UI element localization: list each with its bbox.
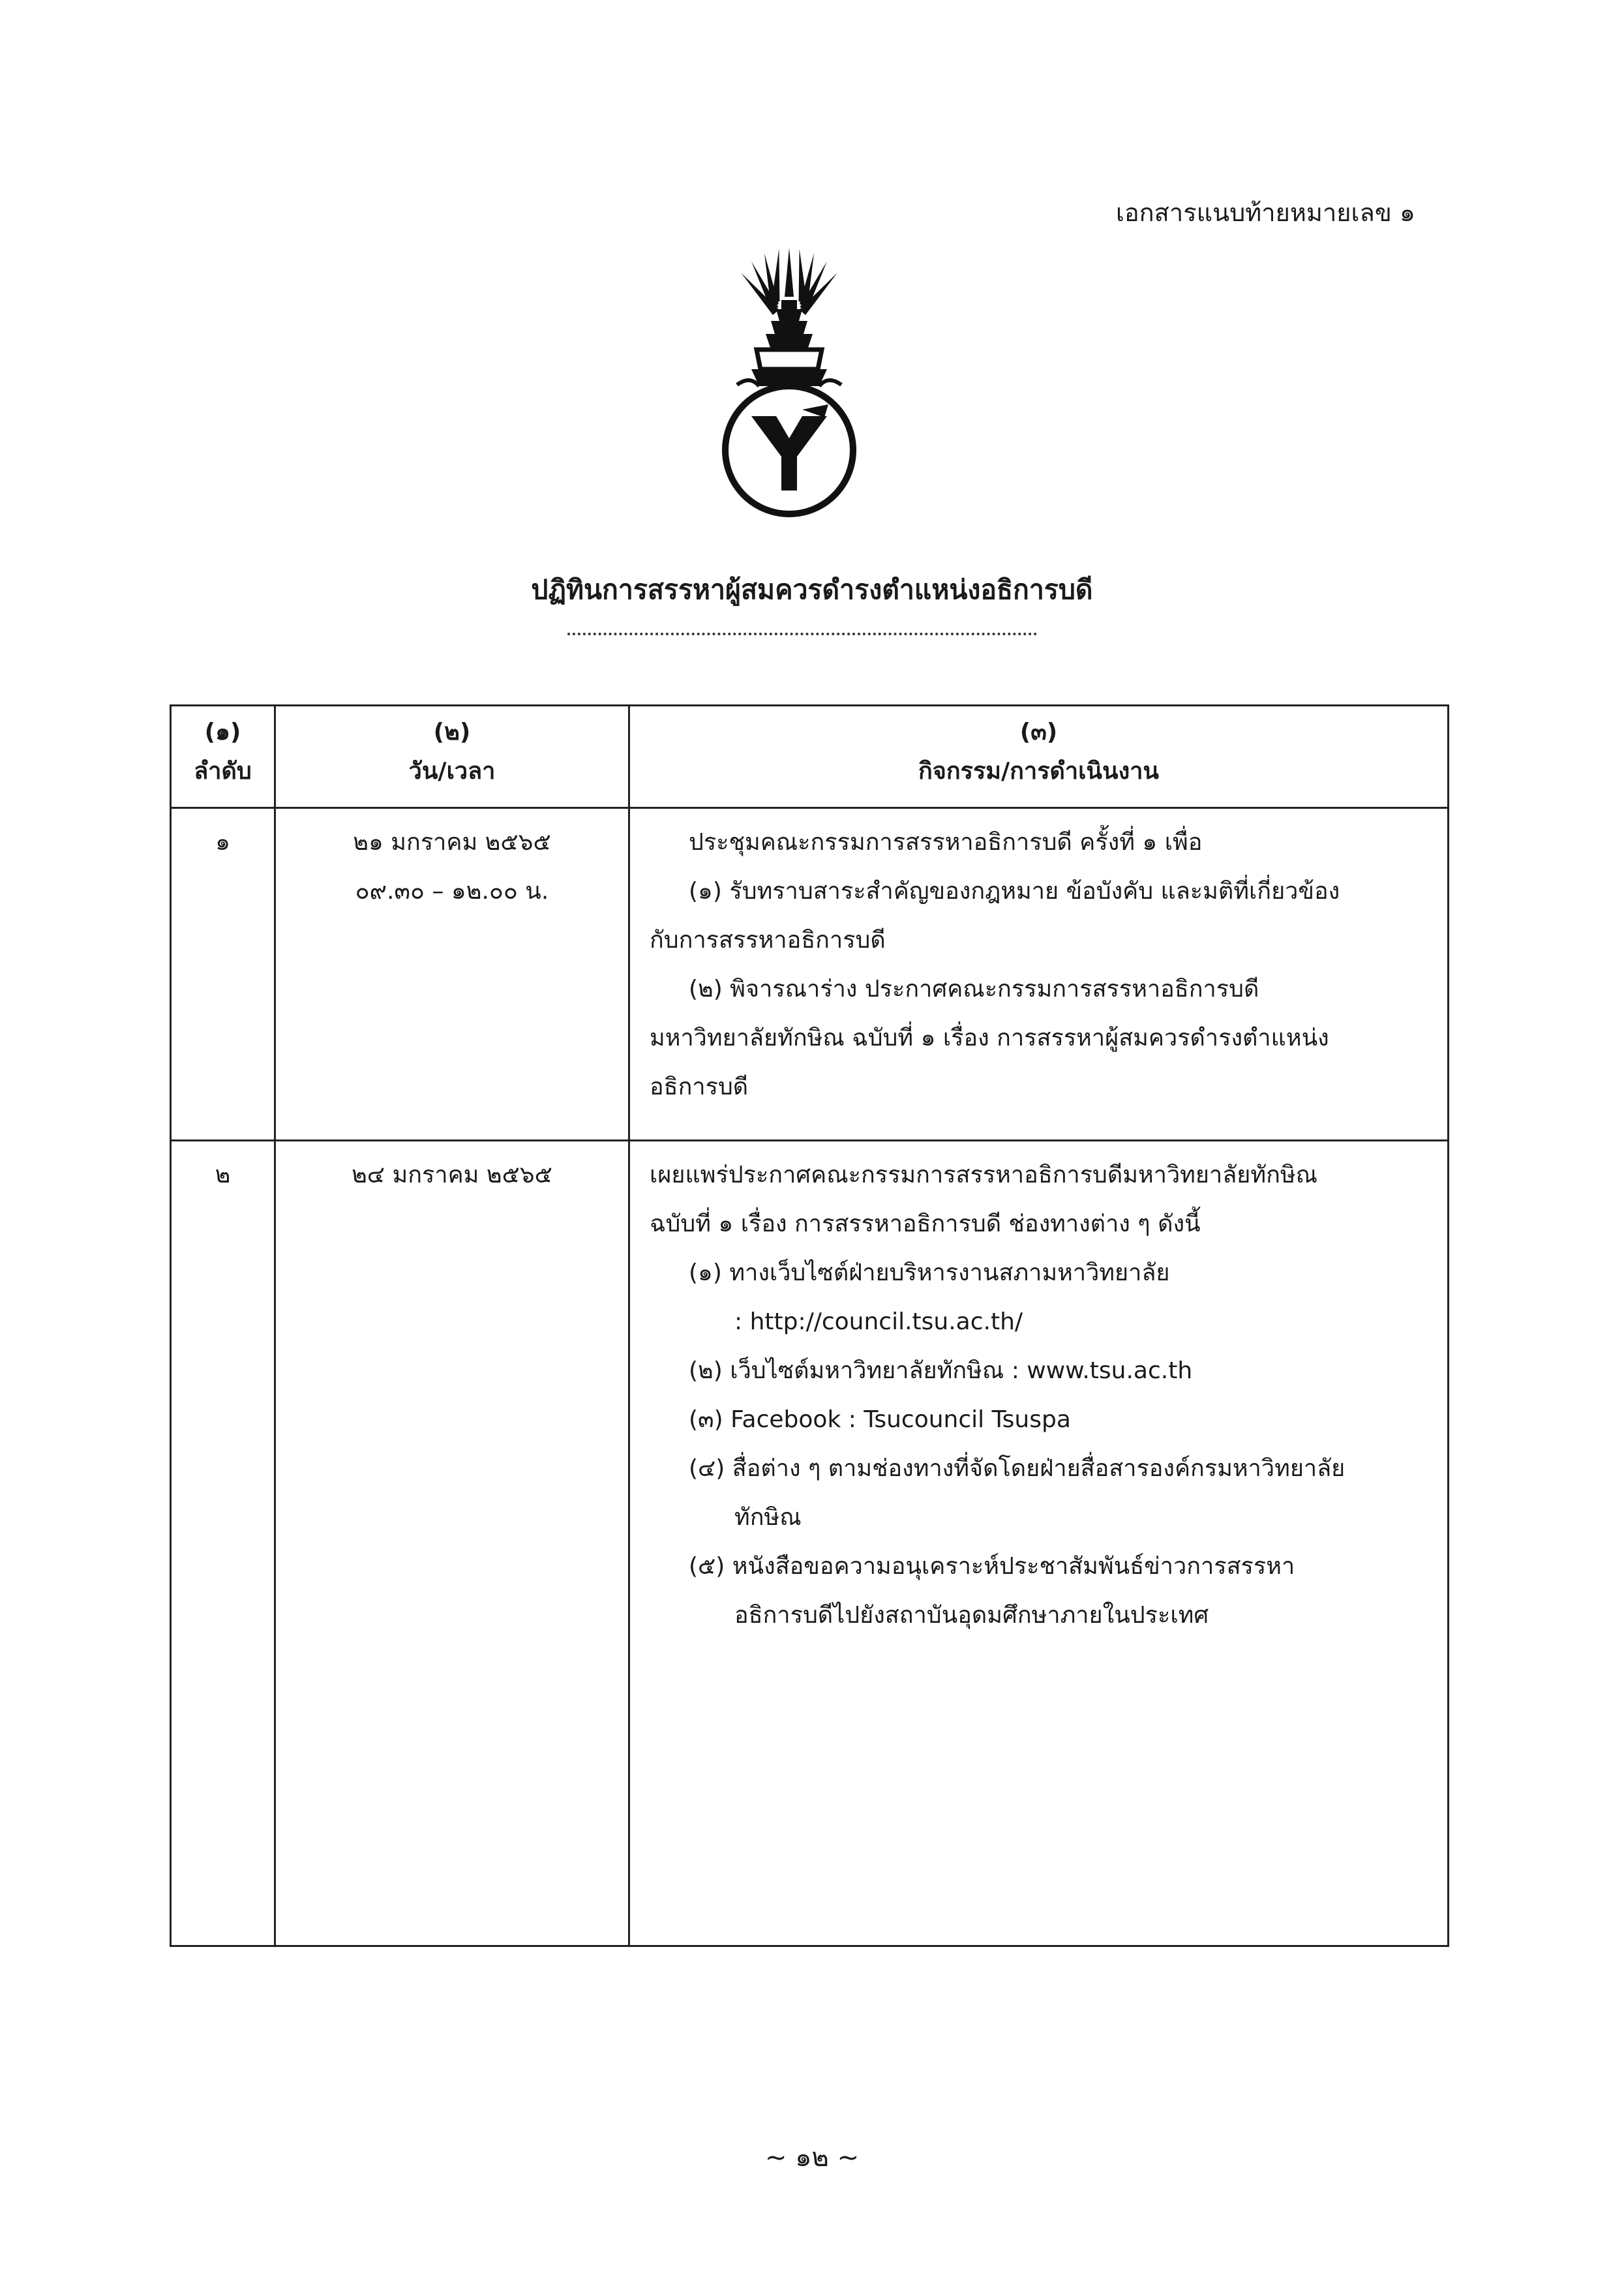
table-row: [171, 808, 1449, 1141]
page-number: ~ ๑๒ ~: [764, 2143, 860, 2173]
row-activity: [629, 808, 1449, 1141]
header-date-label: วัน/เวลา: [408, 758, 496, 785]
row-date: ๒๑ มกราคม ๒๕๖๕: [353, 829, 551, 856]
header-order-label: ลำดับ: [194, 758, 252, 785]
activity-line: (๑) รับทราบสาระสำคัญของกฎหมาย ข้อบังคับ และมติที่เกี่ยวข้อง: [689, 878, 1340, 905]
activity-line: ทักษิณ: [734, 1504, 802, 1531]
activity-line: (๒) พิจารณาร่าง ประกาศคณะกรรมการสรรหาอธิการบดี: [689, 976, 1259, 1003]
activity-line: (๒) เว็บไซต์มหาวิทยาลัยทักษิณ : www.tsu.ac.th: [689, 1357, 1193, 1384]
table-header-row: [171, 706, 1449, 808]
attachment-reference: เอกสารแนบท้ายหมายเลข ๑: [1115, 198, 1415, 227]
row-order: ๑: [171, 808, 275, 1141]
row-time: ๐๙.๓๐ – ๑๒.๐๐ น.: [355, 878, 549, 905]
row-order: ๒: [171, 1141, 275, 1946]
header-order-number: (๑): [204, 719, 241, 746]
activity-line: อธิการบดี: [650, 1074, 749, 1100]
university-seal-icon: [691, 235, 887, 528]
header-activity: [629, 706, 1449, 808]
activity-line: อธิการบดีไปยังสถาบันอุดมศึกษาภายในประเทศ: [734, 1602, 1209, 1629]
activity-line: มหาวิทยาลัยทักษิณ ฉบับที่ ๑ เรื่อง การสรรหาผู้สมควรดำรงตำแหน่ง: [650, 1025, 1329, 1051]
header-order: [171, 706, 275, 808]
document-title: ปฏิทินการสรรหาผู้สมควรดำรงตำแหน่งอธิการบดี: [531, 574, 1093, 605]
header-date: [275, 706, 629, 808]
row-datetime: [275, 1141, 629, 1946]
header-date-number: (๒): [433, 719, 471, 746]
activity-line: (๑) ทางเว็บไซต์ฝ่ายบริหารงานสภามหาวิทยาลัย: [689, 1259, 1170, 1286]
schedule-table: [170, 704, 1449, 1947]
activity-line: ประชุมคณะกรรมการสรรหาอธิการบดี ครั้งที่ ๑ เพื่อ: [689, 829, 1203, 856]
activity-line: (๕) หนังสือขอความอนุเคราะห์ประชาสัมพันธ์ข่าวการสรรหา: [689, 1553, 1295, 1580]
row-date: ๒๔ มกราคม ๒๕๖๕: [352, 1162, 552, 1188]
row-activity: [629, 1141, 1449, 1946]
activity-line: : http://council.tsu.ac.th/: [734, 1308, 1023, 1335]
header-activity-label: กิจกรรม/การดำเนินงาน: [918, 758, 1160, 785]
activity-line: เผยแพร่ประกาศคณะกรรมการสรรหาอธิการบดีมหาวิทยาลัยทักษิณ: [650, 1162, 1318, 1188]
table-row: [171, 1141, 1449, 1946]
header-activity-number: (๓): [1019, 719, 1058, 746]
activity-line: (๔) สื่อต่าง ๆ ตามช่องทางที่จัดโดยฝ่ายสื่อสารองค์กรมหาวิทยาลัย: [689, 1455, 1346, 1482]
activity-line: (๓) Facebook : Tsucouncil Tsuspa: [689, 1406, 1071, 1433]
row-datetime: [275, 808, 629, 1141]
title-dotted-rule: [567, 633, 1037, 635]
activity-line: กับการสรรหาอธิการบดี: [650, 927, 886, 954]
activity-line: ฉบับที่ ๑ เรื่อง การสรรหาอธิการบดี ช่องทางต่าง ๆ ดังนี้: [650, 1211, 1201, 1237]
